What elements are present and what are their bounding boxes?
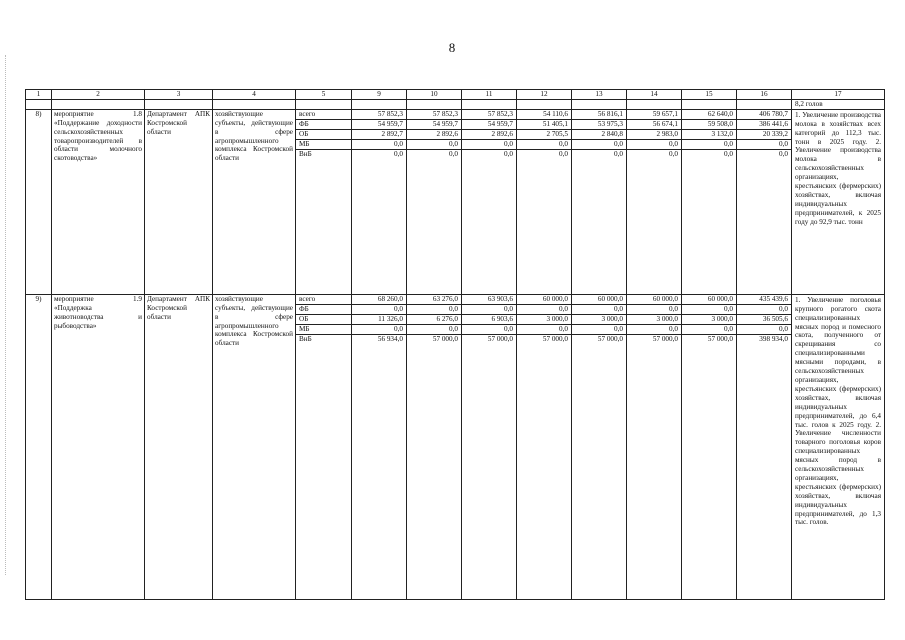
amount-cell: 0,0: [682, 149, 737, 294]
amount-cell: 63 276,0: [407, 294, 462, 304]
carry-over-row: [26, 99, 885, 109]
amount-cell: 2 892,6: [462, 129, 517, 139]
amount-cell: 0,0: [352, 139, 407, 149]
amount-cell: 57 000,0: [407, 334, 462, 599]
amount-cell: 386 441,6: [737, 119, 792, 129]
header-cell: 15: [682, 90, 737, 100]
executor-cell: Департамент АПК Костромской области: [145, 109, 213, 294]
page-number: 8: [448, 40, 456, 55]
amount-cell: 0,0: [352, 324, 407, 334]
amount-cell: 59 657,1: [627, 109, 682, 119]
amount-cell: 11 326,0: [352, 314, 407, 324]
activity-name: мероприятие 1.8 «Поддержание доходности сельскохозяйственных товаропроизводителей в области молочного скотоводства»: [52, 109, 145, 294]
header-cell: 14: [627, 90, 682, 100]
amount-cell: 57 000,0: [517, 334, 572, 599]
table-row: [26, 109, 885, 119]
amount-cell: 56 816,1: [572, 109, 627, 119]
amount-cell: 60 000,0: [682, 294, 737, 304]
amount-cell: 54 110,6: [517, 109, 572, 119]
table-row: [26, 294, 885, 304]
amount-cell: 54 959,7: [352, 119, 407, 129]
amount-cell: 0,0: [407, 149, 462, 294]
funding-source: ВнБ: [296, 334, 352, 599]
amount-cell: 0,0: [352, 304, 407, 314]
amount-cell: 0,0: [517, 324, 572, 334]
amount-cell: 54 959,7: [462, 119, 517, 129]
header-cell: 10: [407, 90, 462, 100]
amount-cell: 0,0: [352, 149, 407, 294]
margin-dotted-line: [5, 55, 7, 575]
amount-cell: 20 339,2: [737, 129, 792, 139]
amount-cell: 0,0: [737, 324, 792, 334]
amount-cell: 406 780,7: [737, 109, 792, 119]
header-cell: 4: [213, 90, 296, 100]
amount-cell: 59 508,0: [682, 119, 737, 129]
amount-cell: 0,0: [627, 139, 682, 149]
amount-cell: 0,0: [407, 139, 462, 149]
expected-results: 1. Увеличение поголовья крупного рогатого скота специализированных мясных пород и помесного скота, полученного от скрещивания со специализированными мясными породами, в сельскохозяйственных организациях, крестьянских (фермерских) хозяйствах, включая индивидуальных предпринимателей, до 6,4 тыс. голов к 2025 году. 2. Увеличение численности товарного поголовья коров специализированных мясных пород в сельскохозяйственных организациях, крестьянских (фермерских) хозяйствах, включая индивидуальных предпринимателей, до 1,3 тыс. голов.: [792, 294, 885, 599]
amount-cell: 0,0: [682, 139, 737, 149]
amount-cell: 0,0: [737, 304, 792, 314]
amount-cell: 57 852,3: [352, 109, 407, 119]
amount-cell: 0,0: [572, 304, 627, 314]
row-number: 8): [26, 109, 52, 294]
amount-cell: 2 892,6: [407, 129, 462, 139]
amount-cell: 57 000,0: [572, 334, 627, 599]
amount-cell: 0,0: [462, 324, 517, 334]
amount-cell: 36 505,6: [737, 314, 792, 324]
amount-cell: 60 000,0: [517, 294, 572, 304]
header-cell: 12: [517, 90, 572, 100]
header-cell: 9: [352, 90, 407, 100]
carry-over-text: 8,2 голов: [792, 99, 885, 109]
amount-cell: 0,0: [627, 324, 682, 334]
header-cell: 1: [26, 90, 52, 100]
executor-cell: Департамент АПК Костромской области: [145, 294, 213, 599]
amount-cell: 2 892,7: [352, 129, 407, 139]
header-cell: 17: [792, 90, 885, 100]
amount-cell: 3 000,0: [682, 314, 737, 324]
funding-source: МБ: [296, 324, 352, 334]
amount-cell: 57 852,3: [462, 109, 517, 119]
amount-cell: 3 000,0: [627, 314, 682, 324]
amount-cell: 56 934,0: [352, 334, 407, 599]
amount-cell: 51 405,1: [517, 119, 572, 129]
amount-cell: 6 903,6: [462, 314, 517, 324]
activity-name: мероприятие 1.9 «Поддержка животноводства и рыбоводства»: [52, 294, 145, 599]
header-cell: 3: [145, 90, 213, 100]
amount-cell: 0,0: [407, 304, 462, 314]
participants-cell: хозяйствующие субъекты, действующие в сфере агропромышленного комплекса Костромской области: [213, 109, 296, 294]
amount-cell: 62 640,0: [682, 109, 737, 119]
amount-cell: 0,0: [407, 324, 462, 334]
amount-cell: 2 983,0: [627, 129, 682, 139]
amount-cell: 56 674,1: [627, 119, 682, 129]
header-cell: 5: [296, 90, 352, 100]
amount-cell: 63 903,6: [462, 294, 517, 304]
amount-cell: 0,0: [462, 304, 517, 314]
funding-source: ВнБ: [296, 149, 352, 294]
amount-cell: 57 852,3: [407, 109, 462, 119]
amount-cell: 2 705,5: [517, 129, 572, 139]
amount-cell: 68 260,0: [352, 294, 407, 304]
amount-cell: 60 000,0: [572, 294, 627, 304]
amount-cell: 0,0: [682, 304, 737, 314]
header-cell: 2: [52, 90, 145, 100]
amount-cell: 398 934,0: [737, 334, 792, 599]
funding-source: ОБ: [296, 129, 352, 139]
amount-cell: 0,0: [572, 149, 627, 294]
amount-cell: 6 276,0: [407, 314, 462, 324]
expected-results: 1. Увеличение производства молока в хозяйствах всех категорий до 112,3 тыс. тонн в 2025 году. 2. Увеличение производства молока в сельскохозяйственных организациях, крестьянских (фермерских) хозяйствах, включая индивидуальных предпринимателей, к 2025 году до 92,9 тыс. тонн: [792, 109, 885, 294]
amount-cell: 0,0: [737, 139, 792, 149]
amount-cell: 57 000,0: [682, 334, 737, 599]
amount-cell: 435 439,6: [737, 294, 792, 304]
amount-cell: 3 132,0: [682, 129, 737, 139]
amount-cell: 57 000,0: [462, 334, 517, 599]
amount-cell: 0,0: [572, 324, 627, 334]
header-cell: 11: [462, 90, 517, 100]
funding-source: всего: [296, 294, 352, 304]
amount-cell: 54 959,7: [407, 119, 462, 129]
funding-source: ФБ: [296, 304, 352, 314]
amount-cell: 0,0: [682, 324, 737, 334]
budget-table: [25, 89, 885, 600]
amount-cell: 0,0: [627, 304, 682, 314]
amount-cell: 2 840,8: [572, 129, 627, 139]
funding-source: МБ: [296, 139, 352, 149]
amount-cell: 0,0: [517, 304, 572, 314]
funding-source: ОБ: [296, 314, 352, 324]
amount-cell: 0,0: [737, 149, 792, 294]
amount-cell: 0,0: [517, 139, 572, 149]
amount-cell: 3 000,0: [517, 314, 572, 324]
funding-source: ФБ: [296, 119, 352, 129]
amount-cell: 0,0: [572, 139, 627, 149]
amount-cell: 60 000,0: [627, 294, 682, 304]
amount-cell: 0,0: [462, 149, 517, 294]
participants-cell: хозяйствующие субъекты, действующие в сфере агропромышленного комплекса Костромской области: [213, 294, 296, 599]
amount-cell: 0,0: [627, 149, 682, 294]
amount-cell: 0,0: [462, 139, 517, 149]
header-cell: 13: [572, 90, 627, 100]
amount-cell: 3 000,0: [572, 314, 627, 324]
amount-cell: 53 975,3: [572, 119, 627, 129]
amount-cell: 57 000,0: [627, 334, 682, 599]
funding-source: всего: [296, 109, 352, 119]
row-number: 9): [26, 294, 52, 599]
header-cell: 16: [737, 90, 792, 100]
amount-cell: 0,0: [517, 149, 572, 294]
header-row: [26, 90, 885, 100]
